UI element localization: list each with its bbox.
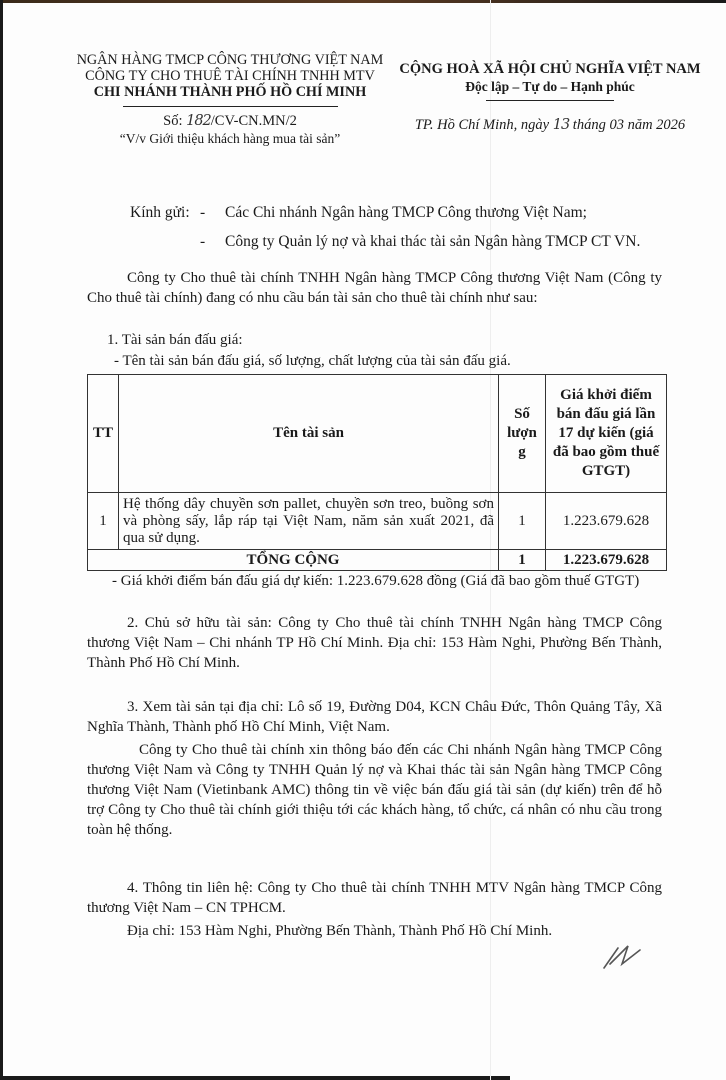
branch-name: CHI NHÁNH THÀNH PHỐ HỒ CHÍ MINH [93,84,367,100]
recipient-item: Các Chi nhánh Ngân hàng TMCP Công thương Việt Nam; [225,204,587,221]
total-quantity: 1 [499,550,546,571]
header-divider [123,106,338,107]
row-asset-name: Hệ thống dây chuyền sơn pallet, chuyền sơn treo, buồng sơn và phòng sấy, lắp ráp tại Việt Nam, năm sản xuất 2021, đã qua sử dụng. [119,493,499,550]
nation-title: CỘNG HOÀ XÃ HỘI CHỦ NGHĨA VIỆT NAM [399,61,701,77]
total-price: 1.223.679.628 [546,550,667,571]
recipients-block: Kính gửi: - Các Chi nhánh Ngân hàng TMCP Công thương Việt Nam; - Công ty Quản lý nợ và khai thác tài sản Ngân hàng TMCP CT VN. [130,198,640,256]
header-starting-price: Giá khởi điểm bán đấu giá lần 17 dự kiến (giá đã bao gồm thuế GTGT) [546,375,667,493]
table-total-row [88,550,667,571]
assets-table [87,374,667,571]
bank-name: NGÂN HÀNG TMCP CÔNG THƯƠNG VIỆT NAM [76,52,384,68]
issuer-header [70,52,390,147]
handwritten-day: 13 [552,117,570,133]
document-date: TP. Hồ Chí Minh, ngày 13 tháng 03 năm 2026 [414,117,686,133]
company-name: CÔNG TY CHO THUÊ TÀI CHÍNH TNHH MTV [85,68,375,84]
section-3-viewing-address: 3. Xem tài sản tại địa chỉ: Lô số 19, Đường D04, KCN Châu Đức, Thôn Quảng Tây, Xã Nghĩa Thành, Thành phố Hồ Chí Minh, Việt Nam. [87,699,662,735]
row-quantity: 1 [499,493,546,550]
initials-signature-icon [600,940,648,977]
row-price: 1.223.679.628 [546,493,667,550]
intro-paragraph: Công ty Cho thuê tài chính TNHH Ngân hàng TMCP Công thương Việt Nam (Công ty Cho thuê tài chính) đang có nhu cầu bán tài sản cho thuê tài chính như sau: [87,270,662,306]
starting-price-note: - Giá khởi điểm bán đấu giá dự kiến: 1.223.679.628 đồng (Giá đã bao gồm thuế GTGT) [112,573,640,589]
document-subject: “V/v Giới thiệu khách hàng mua tài sản” [119,131,341,146]
header-asset-name: Tên tài sản [119,375,499,493]
national-motto: Độc lập – Tự do – Hạnh phúc [465,79,635,94]
table-header-row [88,375,667,493]
handwritten-number: 182 [186,113,211,129]
notice-paragraph: Công ty Cho thuê tài chính xin thông báo đến các Chi nhánh Ngân hàng TMCP Công thương Việt Nam và Công ty TNHH Quản lý nợ và Khai thác tài sản Ngân hàng TMCP Công thương Việt Nam (Vietinbank AMC) thông tin về việc bán đấu giá tài sản (dự kiến) trên để hỗ trợ Công ty Cho thuê tài chính giới thiệu tới các khách hàng, tổ chức, cá nhân có nhu cầu trong toàn hệ thống. [87,742,662,838]
motto-divider [486,100,614,101]
table-row [88,493,667,550]
recipients-label: Kính gửi: [130,204,190,221]
national-header [395,60,705,134]
section-1-subtitle: - Tên tài sản bán đấu giá, số lượng, chất lượng của tài sản đấu giá. [114,353,511,369]
contact-address: Địa chỉ: 153 Hàm Nghi, Phường Bến Thành, Thành Phố Hồ Chí Minh. [127,923,553,939]
document-number: Số: 182/CV-CN.MN/2 [163,113,297,129]
recipient-item: Công ty Quản lý nợ và khai thác tài sản Ngân hàng TMCP CT VN. [225,233,641,250]
section-4-contact: 4. Thông tin liên hệ: Công ty Cho thuê tài chính TNHH MTV Ngân hàng TMCP Công thương Việt Nam – CN TPHCM. [87,880,662,916]
section-2-owner: 2. Chủ sở hữu tài sản: Công ty Cho thuê tài chính TNHH Ngân hàng TMCP Công thương Việt Nam – Chi nhánh TP Hồ Chí Minh. Địa chỉ: 153 Hàm Nghi, Phường Bến Thành, Thành Phố Hồ Chí Minh. [87,615,662,671]
header-quantity: Số lượn g [499,375,546,493]
row-tt: 1 [88,493,119,550]
section-1-title: 1. Tài sản bán đấu giá: [107,332,243,348]
header-tt: TT [88,375,119,493]
total-label: TỔNG CỘNG [88,550,499,571]
